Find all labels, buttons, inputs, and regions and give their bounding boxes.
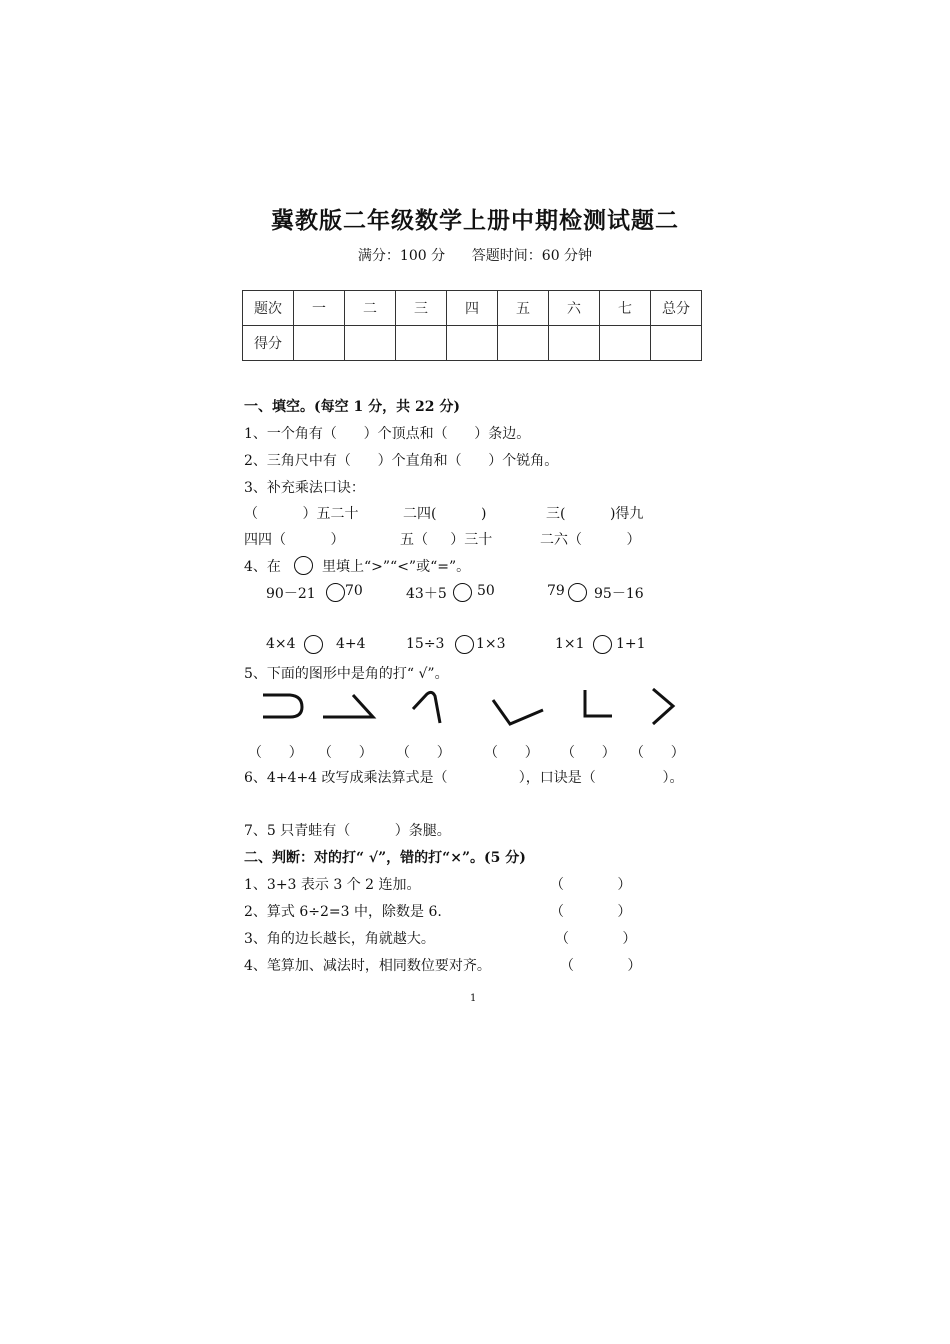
question-2: 2、三角尺中有（ ）个直角和（ ）个锐角。 [244, 453, 559, 469]
q3-blank-1: （ ）五二十 [244, 506, 359, 522]
judge-blank: （ ） [560, 958, 642, 974]
score-table-cell [294, 326, 345, 361]
judge-blank: （ ） [550, 877, 632, 893]
score-table-cell: 二 [345, 291, 396, 326]
score-table-cell [600, 326, 651, 361]
judge-blank: （ ） [550, 904, 632, 920]
q4-expr: 1+1 [616, 636, 646, 652]
q5-blank: （ ） [318, 745, 373, 761]
question-5: 5、下面的图形中是角的打“ √”。 [244, 666, 449, 682]
question-6: 6、4+4+4 改写成乘法算式是（ ），口诀是（ ）。 [244, 770, 684, 786]
figure-right-angle [585, 690, 612, 716]
q4-expr: 50 [477, 583, 495, 599]
question-4-prefix: 4、在 [244, 559, 281, 575]
q4-expr: 43＋5 [406, 586, 447, 602]
score-table-cell: 五 [498, 291, 549, 326]
comparison-circle[interactable] [453, 583, 472, 602]
figure-curve-angle [413, 692, 440, 723]
comparison-circle[interactable] [593, 635, 612, 654]
judge-blank: （ ） [555, 931, 637, 947]
comparison-circle[interactable] [568, 583, 587, 602]
q4-expr: 1×1 [555, 636, 585, 652]
score-table-cell: 得分 [243, 326, 294, 361]
question-7: 7、5 只青蛙有（ ）条腿。 [244, 823, 451, 839]
score-table-cell: 六 [549, 291, 600, 326]
q4-expr: 4+4 [336, 636, 366, 652]
score-table-cell [396, 326, 447, 361]
section1-heading: 一、填空。(每空 1 分，共 22 分) [244, 399, 460, 415]
figure-curve-shape [263, 695, 302, 717]
score-table-score-row [243, 326, 702, 361]
q5-blank: （ ） [248, 745, 303, 761]
q5-blank: （ ） [484, 745, 539, 761]
q4-expr: 1×3 [476, 636, 506, 652]
judge-item: 2、算式 6÷2=3 中，除数是 6. [244, 904, 442, 920]
score-table-header-row [243, 291, 702, 326]
angle-figures [240, 682, 700, 732]
q3-blank-2: 二四( ) [403, 506, 487, 522]
q4-expr: 79 [547, 583, 565, 599]
score-table-cell: 一 [294, 291, 345, 326]
score-table-cell [651, 326, 702, 361]
q3-blank-5: 五（ ）三十 [400, 532, 493, 548]
figure-angle-3 [653, 689, 673, 724]
score-table-cell: 四 [447, 291, 498, 326]
judge-item: 1、3+3 表示 3 个 2 连加。 [244, 877, 421, 893]
exam-info: 满分：100 分 答题时间：60 分钟 [357, 248, 593, 264]
judge-item: 4、笔算加、减法时，相同数位要对齐。 [244, 958, 491, 974]
score-table-cell: 总分 [651, 291, 702, 326]
question-4-suffix: 里填上“>”“<”或“=”。 [322, 559, 471, 575]
q4-expr: 15÷3 [406, 636, 445, 652]
q5-blank: （ ） [396, 745, 451, 761]
score-table-cell [447, 326, 498, 361]
comparison-circle-example [294, 556, 313, 575]
score-table-cell: 题次 [243, 291, 294, 326]
q5-blank: （ ） [630, 745, 685, 761]
comparison-circle[interactable] [326, 583, 345, 602]
question-3: 3、补充乘法口诀： [244, 480, 365, 496]
score-table-cell [345, 326, 396, 361]
judge-item: 3、角的边长越长，角就越大。 [244, 931, 435, 947]
q3-blank-3: 三( )得九 [546, 506, 644, 522]
q3-blank-6: 二六（ ） [540, 532, 641, 548]
comparison-circle[interactable] [304, 635, 323, 654]
q5-blank: （ ） [561, 745, 616, 761]
comparison-circle[interactable] [455, 635, 474, 654]
page-title: 冀教版二年级数学上册中期检测试题二 [271, 207, 679, 234]
score-table-cell [549, 326, 600, 361]
q4-expr: 95－16 [594, 586, 644, 602]
score-table-cell [498, 326, 549, 361]
q4-expr: 4×4 [266, 636, 296, 652]
q4-expr: 90－21 [266, 586, 316, 602]
q4-expr: 70 [345, 583, 363, 599]
section2-heading: 二、判断：对的打“ √”，错的打“×”。(5 分) [244, 850, 526, 866]
figure-angle-2 [493, 700, 543, 724]
question-1: 1、一个角有（ ）个顶点和（ ）条边。 [244, 426, 531, 442]
page-number: 1 [470, 993, 477, 1004]
figure-angle-1 [323, 695, 373, 717]
score-table-cell: 三 [396, 291, 447, 326]
q3-blank-4: 四四（ ） [244, 532, 345, 548]
score-table-cell: 七 [600, 291, 651, 326]
score-table [242, 290, 702, 361]
